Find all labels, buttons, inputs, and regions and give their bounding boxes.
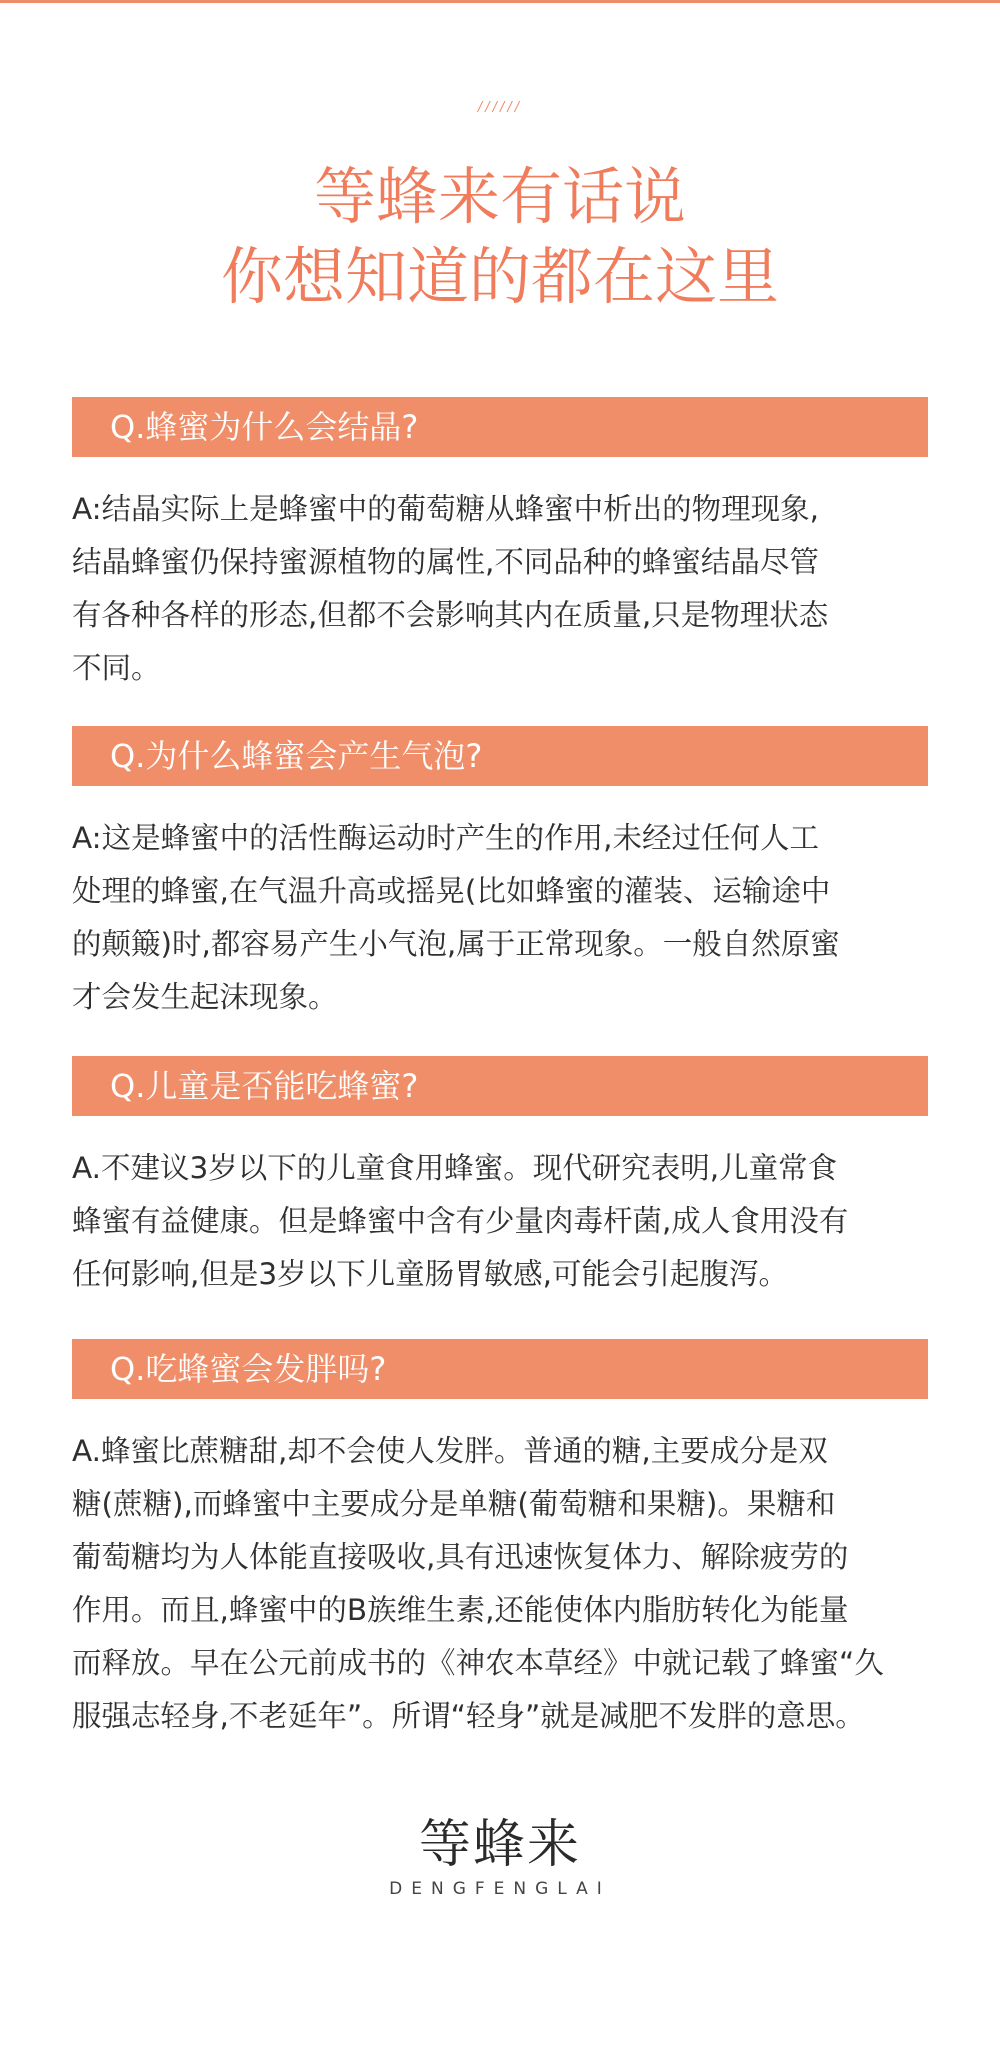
- brand-logo: [0, 1815, 1000, 1899]
- header-decoration: //////: [477, 100, 523, 115]
- qa-section-children: [72, 1056, 928, 1301]
- answer-line: 服强志轻身,不老延年”。所谓“轻身”就是减肥不发胖的意思。: [72, 1699, 865, 1733]
- answer-line: 葡萄糖均为人体能直接吸收,具有迅速恢复体力、解除疲劳的: [72, 1540, 849, 1574]
- question-bar: Q.蜂蜜为什么会结晶?: [72, 397, 928, 457]
- answer-line: A:结晶实际上是蜂蜜中的葡萄糖从蜂蜜中析出的物理现象,: [72, 492, 819, 526]
- answer-line: 有各种各样的形态,但都不会影响其内在质量,只是物理状态: [72, 598, 829, 632]
- answer-line: 作用。而且,蜂蜜中的B族维生素,还能使体内脂肪转化为能量: [72, 1593, 849, 1627]
- answer-line: 任何影响,但是3岁以下儿童肠胃敏感,可能会引起腹泻。: [72, 1257, 789, 1291]
- top-accent-line: [0, 0, 1000, 3]
- answer-text: [72, 483, 928, 695]
- qa-section-bubbles: [72, 726, 928, 1024]
- answer-line: 糖(蔗糖),而蜂蜜中主要成分是单糖(葡萄糖和果糖)。果糖和: [72, 1487, 836, 1521]
- answer-line: 蜂蜜有益健康。但是蜂蜜中含有少量肉毒杆菌,成人食用没有: [72, 1204, 849, 1238]
- page-title-line1: 等蜂来有话说: [313, 160, 686, 233]
- answer-text: [72, 1425, 928, 1743]
- question-bar: Q.儿童是否能吃蜂蜜?: [72, 1056, 928, 1116]
- question-bar: Q.为什么蜂蜜会产生气泡?: [72, 726, 928, 786]
- answer-line: A:这是蜂蜜中的活性酶运动时产生的作用,未经过任何人工: [72, 821, 819, 855]
- brand-pinyin: DENGFENGLAI: [389, 1879, 611, 1899]
- qa-section-crystallization: [72, 397, 928, 695]
- brand-name: 等蜂来: [418, 1815, 581, 1875]
- answer-line: A.蜂蜜比蔗糖甜,却不会使人发胖。普通的糖,主要成分是双: [72, 1434, 828, 1468]
- answer-text: [72, 812, 928, 1024]
- qa-section-weight: [72, 1339, 928, 1743]
- answer-line: 才会发生起沫现象。: [72, 980, 338, 1014]
- question-bar: Q.吃蜂蜜会发胖吗?: [72, 1339, 928, 1399]
- answer-text: [72, 1142, 928, 1301]
- page-title-line2: 你想知道的都在这里: [220, 240, 779, 313]
- answer-line: 处理的蜂蜜,在气温升高或摇晃(比如蜂蜜的灌装、运输途中: [72, 874, 831, 908]
- answer-line: 结晶蜂蜜仍保持蜜源植物的属性,不同品种的蜂蜜结晶尽管: [72, 545, 819, 579]
- answer-line: A.不建议3岁以下的儿童食用蜂蜜。现代研究表明,儿童常食: [72, 1151, 838, 1185]
- answer-line: 而释放。早在公元前成书的《神农本草经》中就记载了蜂蜜“久: [72, 1646, 884, 1680]
- answer-line: 不同。: [72, 651, 161, 685]
- answer-line: 的颠簸)时,都容易产生小气泡,属于正常现象。一般自然原蜜: [72, 927, 840, 961]
